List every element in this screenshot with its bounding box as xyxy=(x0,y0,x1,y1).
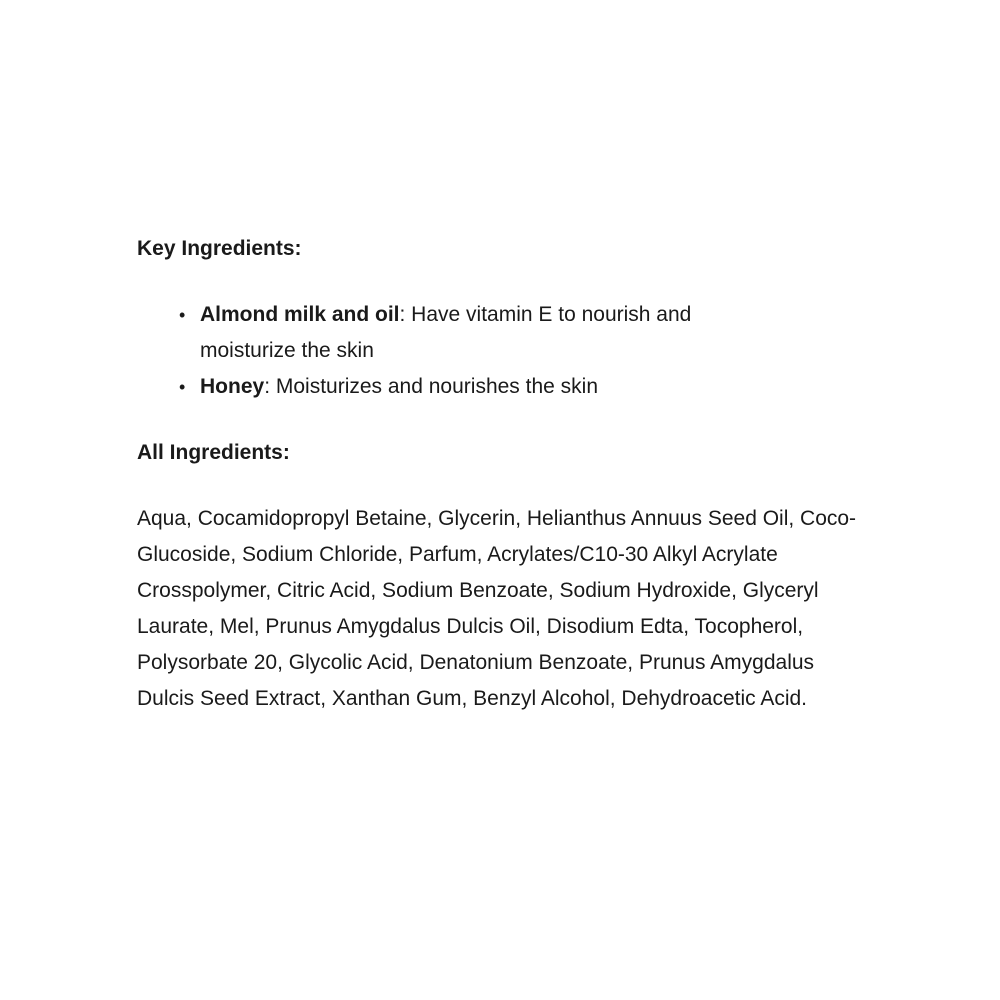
key-ingredient-name: Honey xyxy=(200,375,265,398)
key-ingredient-item xyxy=(179,297,760,369)
ingredients-panel xyxy=(137,233,867,717)
key-ingredients-list xyxy=(137,297,867,405)
key-ingredients-heading: Key Ingredients: xyxy=(137,237,302,260)
key-ingredient-name: Almond milk and oil xyxy=(200,303,400,326)
bullet-icon: • xyxy=(179,377,186,397)
bullet-icon: • xyxy=(179,305,186,325)
all-ingredients-text: Aqua, Cocamidopropyl Betaine, Glycerin, Helianthus Annuus Seed Oil, Coco-Glucoside, Sodium Chloride, Parfum, Acrylates/C10-30 Alkyl Acrylate Crosspolymer, Citric Acid, Sodium Benzoate, Sodium Hydroxide, Glyceryl Laurate, Mel, Prunus Amygdalus Dulcis Oil, Disodium Edta, Tocopherol, Polysorbate 20, Glycolic Acid, Denatonium Benzoate, Prunus Amygdalus Dulcis Seed Extract, Xanthan Gum, Benzyl Alcohol, Dehydroacetic Acid. xyxy=(137,507,857,710)
key-ingredient-description: : Have vitamin E to nourish and moisturize the skin xyxy=(200,303,692,362)
all-ingredients-heading: All Ingredients: xyxy=(137,441,290,464)
key-ingredient-description: : Moisturizes and nourishes the skin xyxy=(264,375,599,398)
key-ingredient-item xyxy=(179,369,760,405)
